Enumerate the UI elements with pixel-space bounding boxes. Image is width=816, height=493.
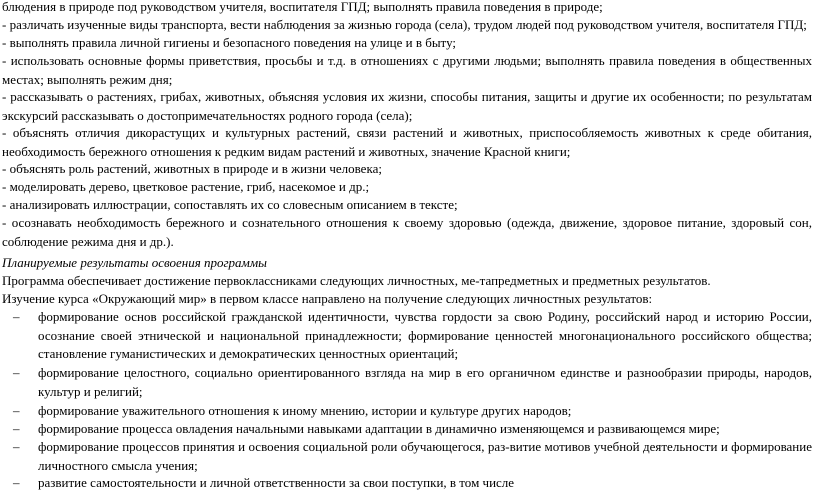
bullet-dash: – [13,475,20,490]
intro-paragraph: Изучение курса «Окружающий мир» в первом классе направлено на получение следующих личностных результатов: [2,291,653,306]
bullet-dash: – [13,365,20,380]
list-item: - осознавать необходимость бережного и сознательного отношения к своему здоровью (одежда, движение, здоровое питание, здоровый сон, соблюдение режима дня и др.). [2,215,812,249]
bullet-dash: – [13,403,20,418]
bullet-dash: – [13,421,20,436]
bullet-item: развитие самостоятельности и личной ответственности за свои поступки, в том числе [38,475,515,490]
bullet-dash: – [13,309,20,324]
list-item: - моделировать дерево, цветковое растение, гриб, насекомое и др.; [2,179,370,194]
list-item: блюдения в природе под руководством учителя, воспитателя ГПД; выполнять правила поведения в природе; [2,0,603,14]
bullet-item: формирование процесса овладения начальными навыками адаптации в динамично изменяющемся и развивающемся мире; [38,421,720,436]
bullet-item: формирование уважительного отношения к иному мнению, истории и культуре других народов; [38,403,572,418]
list-item: - различать изученные виды транспорта, вести наблюдения за жизнью города (села), трудом людей под руководством учителя, воспитателя ГПД; [2,17,807,32]
intro-paragraph: Программа обеспечивает достижение первоклассниками следующих личностных, ме-тапредметных и предметных результатов. [2,273,711,288]
list-item: - анализировать иллюстрации, сопоставлять их со словесным описанием в тексте; [2,197,458,212]
bullet-item: формирование основ российской гражданской идентичности, чувства гордости за свою Родину, российский народ и историю России, осознание своей этнической и национальной принадлежности; формирование ценностей многонационального российского общества; становление гуманистических и демократических ценностных ориентаций; [38,309,812,361]
section-heading: Планируемые результаты освоения программы [2,255,267,270]
bullet-item: формирование процессов принятия и освоения социальной роли обучающегося, раз-витие мотивов учебной деятельности и формирование личностного смысла учения; [38,439,812,473]
list-item: - объяснять отличия дикорастущих и культурных растений, связи растений и животных, приспособляемость животных к среде обитания, необходимость бережного отношения к редким видам растений и животных, значение Красной книги; [2,125,812,159]
list-item: - рассказывать о растениях, грибах, животных, объясняя условия их жизни, способы питания, защиты и другие их особенности; по результатам экскурсий рассказывать о достопримечательностях родного города (села); [2,89,812,123]
list-item: - объяснять роль растений, животных в природе и в жизни человека; [2,161,382,176]
list-item: - выполнять правила личной гигиены и безопасного поведения на улице и в быту; [2,35,457,50]
bullet-item: формирование целостного, социально ориентированного взгляда на мир в его органичном единстве и разнообразии природы, народов, культур и религий; [38,365,812,399]
bullet-dash: – [13,439,20,454]
list-item: - использовать основные формы приветствия, просьбы и т.д. в отношениях с другими людьми; выполнять правила поведения в общественных местах; выполнять режим дня; [2,53,812,87]
